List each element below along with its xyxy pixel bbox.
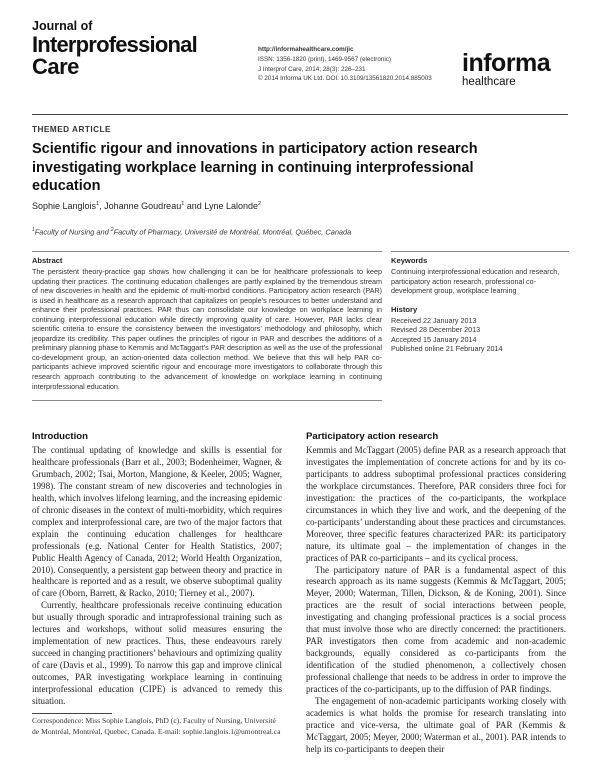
publisher-name: informa — [462, 49, 551, 77]
journal-url[interactable]: http://informahealthcare.com/jic — [258, 46, 354, 53]
abstract-heading: Abstract — [32, 256, 63, 265]
article-type: THEMED ARTICLE — [32, 125, 112, 134]
journal-logo — [32, 19, 197, 79]
keywords-heading: Keywords — [391, 256, 428, 265]
affiliations — [32, 227, 351, 236]
body-paragraph: The engagement of non-academic participants working closely with academics is what holds the promise for research translating into practice and vice-versa, the ultimate goal of PAR (Kemmis & McTaggart, 2005; Meyer, 2000; Waterman et al., 2001). PAR intends to help its co-participants to deepen their — [306, 696, 566, 754]
correspondence-footnote: Correspondence: Miss Sophie Langlois, PhD (c), Faculty of Nursing, Université de Montréal, Montréal, Quebec, Canada. E-mail: sophie.langlois.1@umontreal.ca — [32, 716, 281, 736]
abstract-text: The persistent theory-practice gap shows how challenging it can be for healthcare professionals to keep updating their practices. The continuing education challenges are partly explained by the tremendous stream of new discoveries in health and the epidemic of multi-morbid conditions. Participatory action research (PAR) is used in healthcare as a research approach that capitalizes on people’s resources to better understand and enhance their professional practices. PAR thus can consolidate our knowledge on workplace learning in continuing interprofessional education while directly improving quality of care. However, PAR lacks clear scientific criteria to ensure the consistency between the investigators’ methodology and philosophy, which jeopardize its credibility. This paper outlines the principles of rigour in PAR and describes the additions of a preliminary planning phase to Kemmis and McTaggart’s PAR description as well as the use of the professional co-development group, an action-oriented data collection method. We believe that this will help PAR co-participants achieve improved scientific rigour and encourage more investigators to collaborate through this research approach contributing to the advancement of knowledge on workplace learning in continuing interprofessional education. — [32, 267, 382, 391]
publisher-logo — [462, 50, 550, 88]
journal-name-line2: Interprofessional — [32, 32, 197, 57]
article-sidebar — [391, 256, 571, 354]
author-name: Lyne Lalonde — [204, 201, 259, 211]
publication-info — [258, 45, 432, 84]
body-paragraph: Kemmis and McTaggart (2005) define PAR as a research approach that investigates the implementation of concrete actions for and by its co-participants to address suboptimal professional practices considering the workplace circumstances. Therefore, PAR considers three foci for investigation: the practices of the co-participants, the workplace circumstances in which they live and work, and the deepening of the co-participants’ understanding about these practices and circumstances. Moreover, three specific features characterized PAR: its participatory nature, its ultimate goal – the implementation of changes in the practices of PAR co-participants – and its cyclical process. — [306, 445, 566, 563]
citation-line: J Interprof Care, 2014; 28(3): 226–231 — [258, 65, 366, 73]
author-name: Sophie Langlois — [32, 201, 97, 211]
keywords-text: Continuing interprofessional education and research, participatory action research, professional co-development group, workplace learning — [391, 267, 560, 296]
author-separator: and — [184, 201, 205, 211]
body-paragraph: The continual updating of knowledge and skills is essential for healthcare professionals (Barr et al., 2003; Bodenheimer, Wagner, & Grumbach, 2002; Tsai, Morton, Mangione, & Keeler, 2005; Wagner, 1998). The constant stream of new discoveries and technologies in health, which involves lifelong learning, and the increasing epidemic of chronic diseases in the context of multi-morbidity, which requires complex and interprofessional care, are two of the major factors that explain the continuing education challenges for healthcare professionals (e.g. National Center for Health Statistics, 2007; Public Health Agency of Canada, 2012; World Health Organization, 2010). Consequently, a persistent gap between theory and practice in healthcare is reported and as a result, we observe suboptimal quality of care (Oborn, Barrett, & Racko, 2010; Tierney et al., 2007). — [32, 445, 282, 599]
history-item: Received 22 January 2013 — [391, 316, 477, 326]
affiliation-part: Faculty of Nursing and — [34, 227, 111, 237]
affiliation-part: Faculty of Pharmacy, Université de Montréal, Montréal, Québec, Canada — [113, 227, 352, 237]
affiliation-mark: 2 — [110, 227, 114, 233]
author-name: Johanne Goudreau — [104, 201, 182, 211]
body-paragraph: Currently, healthcare professionals receive continuing education but usually through sporadic and intraprofessional training such as lectures and workshops, without solid measures ensuring the implementation of new practices. Thus, these endeavours rarely succeed in changing practitioners’ behaviours and optimizing quality of care (Davis et al., 1999). To narrow this gap and improve clinical outcomes, PAR investigating workplace learning in continuing interprofessional education (CIPE) is advanced to remedy this situation. — [32, 600, 282, 707]
right-column — [306, 445, 566, 756]
copyright-line: © 2014 Informa UK Ltd. DOI: 10.3109/13561820.2014.885003 — [258, 75, 432, 83]
history-item: Revised 28 December 2013 — [391, 325, 481, 335]
history-item: Accepted 15 January 2014 — [391, 334, 477, 344]
affiliation-mark: 1 — [32, 227, 35, 233]
header-divider — [32, 114, 568, 115]
history-item: Published online 21 February 2014 — [391, 344, 503, 354]
article-title: Scientific rigour and innovations in participatory action research investigating workplace learning in continuing interprofessional education — [32, 141, 478, 194]
author-affiliation-mark: 1 — [96, 201, 100, 207]
author-affiliation-mark: 1 — [181, 201, 185, 207]
sidebar-divider — [391, 251, 569, 252]
author-affiliation-mark: 2 — [258, 201, 262, 207]
issn-line: ISSN: 1356-1820 (print), 1469-9567 (electronic) — [258, 55, 392, 63]
author-list — [32, 201, 261, 211]
body-paragraph: The participatory nature of PAR is a fundamental aspect of this research approach as its name suggests (Kemmis & McTaggart, 2005; Meyer, 2000; Waterman, Tillen, Dickson, & de Koning, 2001). Since practices are the result of social interactions between people, investigating and changing professional practices is a social process that must involve those who are directly concerned: the practitioners. PAR investigators then come from academic and non-academic backgrounds, equally considered as co-participants from the identification of the studied phenomenon, a collectively chosen professional challenge that needs to be address in order to improve the practices of the co-participants, up to the diffusion of PAR findings. — [306, 564, 566, 695]
left-column — [32, 445, 282, 708]
introduction-heading: Introduction — [32, 431, 88, 442]
history-heading: History — [391, 304, 418, 314]
publisher-sub: healthcare — [462, 76, 516, 88]
author-separator: , — [99, 201, 105, 211]
journal-name-line1: Journal of — [32, 19, 93, 33]
journal-name-line3: Care — [32, 54, 79, 79]
par-heading: Participatory action research — [306, 431, 439, 442]
footnote-divider — [32, 713, 112, 714]
